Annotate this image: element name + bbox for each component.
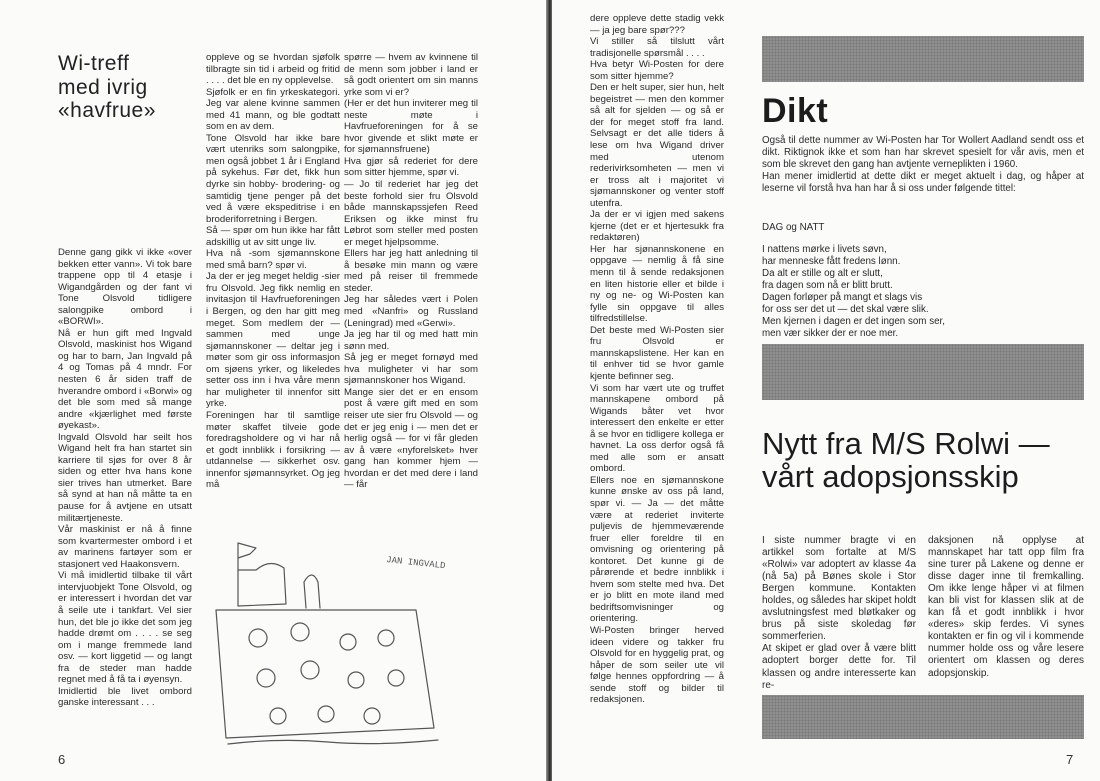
drawing-chimney <box>304 575 320 608</box>
article-continued-column: dere oppleve dette stadig vekk — ja jeg bare spør??? Vi stiller så tilslutt vårt tradisjonelle spørsmål . . . . Hva betyr Wi-Posten for dere som sitter hjemme? Den er helt super, sier hun, helt begeistret — men den kommer så alt for sjelden — og så er der for meget stoff fra land. Selvsagt er det alle tiders å lese om hva Wigand driver med utenom rederivirksomheten — men vi er tross alt i majoritet vi sjømannskoner og venter stoff utenfra. Ja der er vi igjen med sakens kjerne (det er et hjertesukk fra redaktøren) Her har sjønannskonene en oppgave — nemlig å få sine menn til å sende redaksjonen en liten historie eller et bilde i ny og ne- og Wi-Posten kan fylle sin oppgave til alles tilfredstillelse. Det beste med Wi-Posten sier fru Olsvold er mannskapslistene. Her kan en til enhver tid se hvor gamle kjente befinner seg. Vi som har vært ute og truffet mannskapene ombord på Wigands båter vet hvor interessert den enkelte er etter å se hvor en tidligere kollega er havnet. La oss derfor også få med alle som er ansatt ombord. Ellers noe en sjømannskone kunne ønske av oss på land, spør vi. — Ja — det måtte være at rederiet inviterte puljevis de hjemmeværende fruer eller foreldre til en omvisning og orientering på kontoret. Det kunne gi de pårørende et bedre innblikk i hvem som stelte med hva. Det er jo blitt en mote iland med bedriftsomvisninger og orientering. Wi-Posten bringer herved ideen videre og takker fru Olsvold for en hyggelig prat, og håper de som seiler ute vil følge hennes oppfordring — å sende stoff og bilder til redaksjonen. <box>590 13 724 706</box>
dikt-heading: Dikt <box>762 92 829 130</box>
page-6 <box>0 0 548 781</box>
page-number-left: 6 <box>58 752 66 767</box>
article-title: Wi-treff med ivrig «havfrue» <box>58 52 156 123</box>
decorative-band-top <box>762 36 1084 82</box>
nytt-column-1: I siste nummer bragte vi en artikkel som fortalte at M/S «Rolwi» var adoptert av klasse 4a (nå 5a) på Bønes skole i Stor Bergen kommune. Kontakten holdes, og således har skipet holdt avslutningsfest med bløtkaker og brus på siste skoledag før sommerferien. At skipet er glad over å være blitt adoptert borger dette for. Til klassen og andre interesserte kan re- <box>762 535 916 691</box>
dikt-intro: Også til dette nummer av Wi-Posten har Tor Wollert Aadland sendt oss et dikt. Riktignok ikke et som han har skrevet spesielt for vår avis, men et som ble skrevet den gang han avtjente verneplikten i 1960. Han mener imidlertid at dette dikt er meget aktuelt i dag, og håper at leserne vil forstå hva han har å si oss under følgende tittel: <box>762 135 1084 194</box>
child-drawing-ship <box>208 538 478 753</box>
drawing-hull <box>216 610 434 738</box>
decorative-band-middle <box>762 344 1084 400</box>
nytt-heading: Nytt fra M/S Rolwi — vårt adopsjonsskip <box>762 426 1050 495</box>
page-number-right: 7 <box>1066 752 1074 767</box>
article-column-3: spørre — hvem av kvinnene til de menn som jobber i land er så godt orientert om sin manns yrke som vi er? (Her er det hun inviterer meg til neste møte i Havfrueforeningen for å se hvor givende et slikt møte er for sjømannsfruene) Hva gjør så rederiet for dere som sitter hjemme, spør vi. — Jo til rederiet har jeg det beste forhold sier fru Olsvold både mannskapssjefen Reed Eriksen og ikke minst fru Løbrot som steller med posten er meget hjelpsomme. Ellers har jeg hatt anledning til å besøke min mann og være med på reiser til fremmede steder. Jeg har således vært i Polen med «Nanfri» og Russland (Leningrad) med «Gerwi». Ja jeg har til og med hatt min sønn med. Så jeg er meget fornøyd med hva muligheter vi har som sjømannskoner hos Wigand. Mange sier det er en ensom post å være gift med en som reiser ute sier fru Olsvold — og det er jeg enig i — men det er herlig også — for vi får gleden av å være «nyforelsket» hver gang han kommer hjem — hvordan er det med dere i land — får <box>344 52 478 491</box>
decorative-band-bottom <box>762 695 1084 739</box>
article-column-1: Denne gang gikk vi ikke «over bekken etter vann». Vi tok bare trappene opp til 4 etasje i Wigandgården og der fant vi Tone Olsvold tidligere salongpike ombord i «BORWI». Nå er hun gift med Ingvald Olsvold, maskinist hos Wigand og har to barn, Jan Ingvald på 4 og Tomas på 4 mndr. For nesten 6 år siden traff de hverandre ombord i «Borwi» og det ble som med så mange andre «kjærlighet med første øyekast». Ingvald Olsvold har seilt hos Wigand helt fra han startet sin karriere til sjøs for over 8 år siden og etter hva hans kone sier trives han utmerket. Bare så synd at han nå måtte ta en pause for å avtjene en utsatt militærtjeneste. Vår maskinist er nå å finne som kvartermester ombord i et av marinens fartøyer som er stasjonert ved Haakonsvern. Vi må imidlertid tilbake til vårt intervjuobjekt Tone Olsvold, og er interessert i hvordan det var å seile ute i tankfart. Vel sier hun, det ble jo ikke det som jeg hadde drømt om . . . . se seg om i mange fremmede land osv. — kort liggetid — og langt fra de steder man hadde regnet med å få ta i øyensyn. Imidlertid ble livet ombord ganske interessant . . . <box>58 247 192 709</box>
nytt-column-2: daksjonen nå opplyse at mannskapet har tatt opp film fra sine turer på Lakene og denne er disse dager inne til fremkalling. Om ikke lenge håper vi at filmen kan bli vist for klassen slik at de kan få et godt innblikk i hvor «deres» skip ferdes. Vi synes kontakten er fin og vil i kommende nummer holde oss og våre lesere orientert om klassen og deres adopsjonskip. <box>928 535 1084 679</box>
article-column-2: oppleve og se hvordan sjøfolk tilbragte sin tid i arbeid og fritid . . . . det ble en ny opplevelse. Sjøfolk er en fin yrkeskategori. Jeg var alene kvinne sammen med 41 mann, og ble godtatt som en av dem. Tone Olsvold har ikke bare vært utenriks som salongpike, men også jobbet 1 år i England på sykehus. Før det, fikk hun dyrke sin hobby- brodering- og samtidig tjene penger på det ved å være ekspeditrise i en broderiforretning i Bergen. Så — spør om hun ikke har fått adskillig ut av sitt unge liv. Hva nå -som sjømannskone med små barn? spør vi. Ja der er jeg meget heldig -sier fru Olsvold. Jeg fikk nemlig en invitasjon til Havfrueforeningen i Bergen, og den har gitt meg meget. Som medlem der — sammen med unge sjømannskoner — deltar jeg i møter som gir oss informasjon om sjøens yrker, og likeledes setter oss inn i hva våre menn har muligheter til innenfor sitt yrke. Foreningen har til samtlige møter skaffet tilveie gode foredragsholdere og vi har nå et godt innblikk i forsikring — utdannelse — sikkerhet osv. innenfor sjømannsyrket. Og jeg må <box>206 52 340 491</box>
drawing-water <box>228 740 438 744</box>
poem-text: I nattens mørke i livets søvn, har menneske fått fredens lønn. Da alt er stille og alt er slutt, fra dagen som nå er blitt brutt. Dagen forløper på mangt et slags vis for oss ser det ut — det skal være slik. Men kjernen i dagen er det ingen som ser, men vær sikker der er noe mer. <box>762 244 945 339</box>
drawing-flag <box>238 543 256 570</box>
drawing-signature: JAN INGVALD <box>385 555 446 572</box>
drawing-tower <box>238 563 286 606</box>
poem-title: DAG og NATT <box>762 222 825 233</box>
